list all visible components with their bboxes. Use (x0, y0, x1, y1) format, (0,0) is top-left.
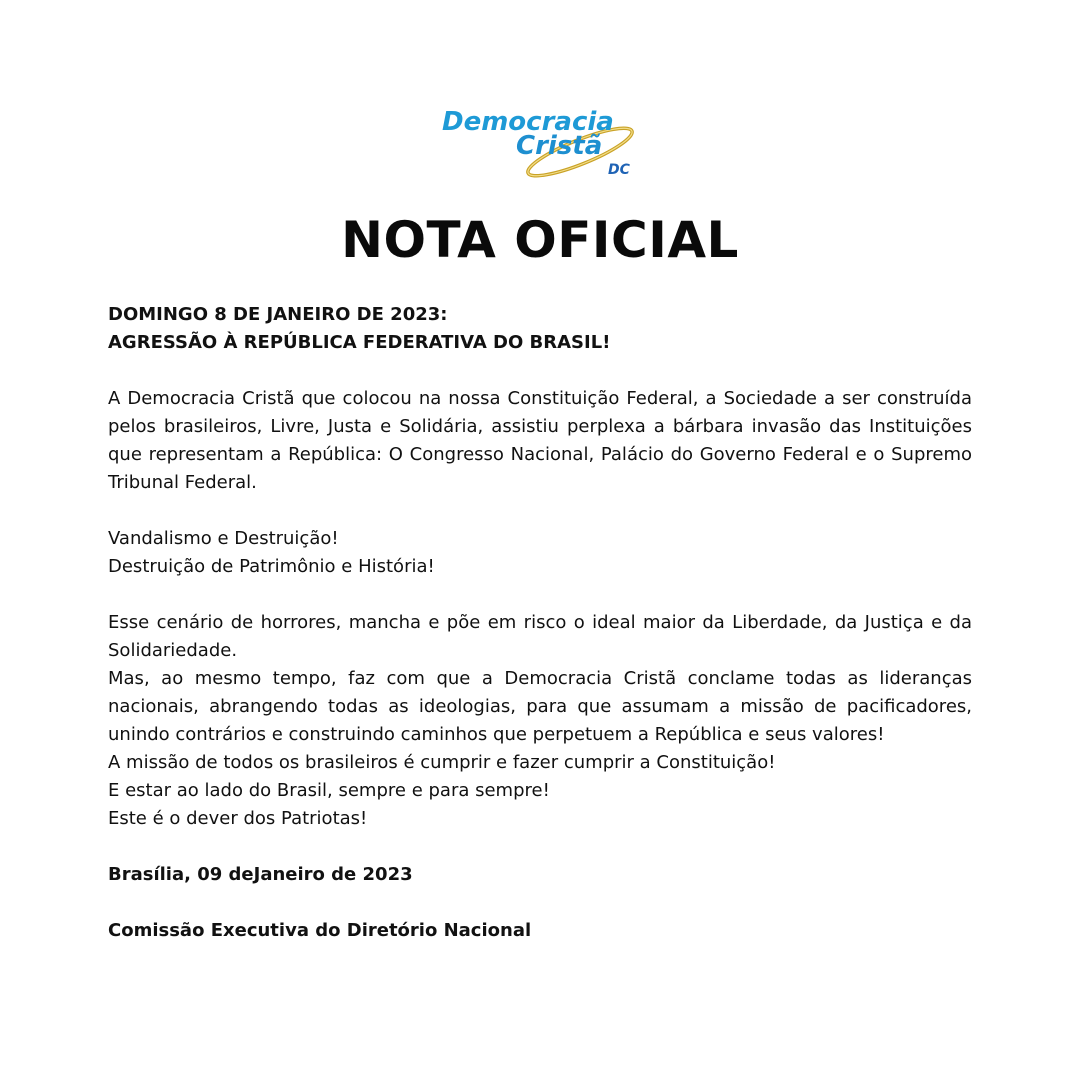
paragraph-intro: A Democracia Cristã que colocou na nossa Constituição Federal, a Sociedade a ser construída pelos brasileiros, Livre, Justa e Solidária, assistiu perplexa a bárbara invasão das Instituições que representam a República: O Congresso Nacional, Palácio do Governo Federal e o Supremo Tribunal Federal. (108, 388, 972, 493)
exclamation-vandalism: Vandalismo e Destruição! (108, 528, 339, 549)
closing-line-duty: Este é o dever dos Patriotas! (108, 808, 368, 829)
document-body (108, 301, 972, 945)
exclamation-destruction: Destruição de Patrimônio e História! (108, 556, 435, 577)
place-and-date: Brasília, 09 deJaneiro de 2023 (108, 864, 413, 885)
paragraph-call-to-leaders: Mas, ao mesmo tempo, faz com que a Democracia Cristã conclame todas as lideranças nacionais, abrangendo todas as ideologias, para que assumam a missão de pacificadores, unindo contrários e construindo caminhos que perpetuem a República e seus valores! (108, 668, 972, 745)
democracia-crista-logo (440, 104, 640, 180)
paragraph-horrors: Esse cenário de horrores, mancha e põe em risco o ideal maior da Liberdade, da Justiça e da Solidariedade. (108, 612, 972, 661)
closing-line-mission: A missão de todos os brasileiros é cumprir e fazer cumprir a Constituição! (108, 752, 776, 773)
heading-line-date: DOMINGO 8 DE JANEIRO DE 2023: (108, 304, 448, 325)
logo-line2: Cristã (516, 131, 603, 161)
logo-abbr: DC (608, 162, 630, 178)
page-title: NOTA OFICIAL (341, 211, 739, 269)
closing-line-brazil: E estar ao lado do Brasil, sempre e para sempre! (108, 780, 550, 801)
heading-line-aggression: AGRESSÃO À REPÚBLICA FEDERATIVA DO BRASIL! (108, 332, 611, 353)
signature: Comissão Executiva do Diretório Nacional (108, 920, 532, 941)
logo-line1: Democracia (442, 107, 614, 137)
